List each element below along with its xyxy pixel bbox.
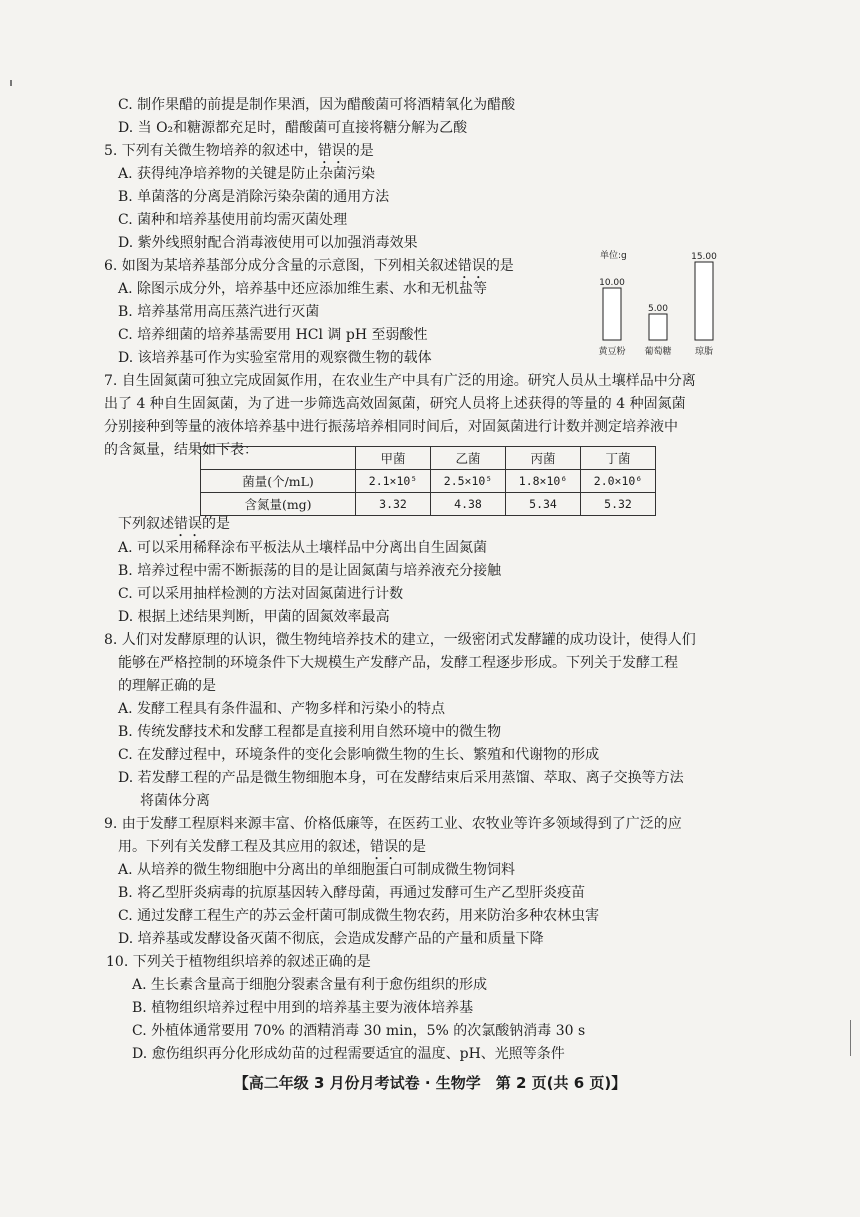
table-header-cell: 甲菌 <box>356 447 431 470</box>
q6-option-c: C. 培养细菌的培养基需要用 HCl 调 pH 至弱酸性 <box>118 327 428 343</box>
table-header-row <box>201 447 656 470</box>
table-cell: 2.1×10⁵ <box>356 470 431 493</box>
q9-option-d: D. 培养基或发酵设备灭菌不彻底，会造成发酵产品的产量和质量下降 <box>118 931 544 947</box>
q6-option-a: A. 除图示成分外，培养基中还应添加维生素、水和无机盐等 <box>118 281 488 297</box>
q5-stem-text: 5. 下列有关微生物培养的叙述中， <box>104 143 318 159</box>
q8-option-d: D. 若发酵工程的产品是微生物细胞本身，可在发酵结束后采用蒸馏、萃取、离子交换等方法 <box>118 770 684 786</box>
table-cell: 5.32 <box>581 493 656 516</box>
q8-option-c: C. 在发酵过程中，环境条件的变化会影响微生物的生长、繁殖和代谢物的形成 <box>118 747 600 763</box>
bar-value-label: 10.00 <box>599 278 625 288</box>
q9-stem-end: 的是 <box>398 839 426 855</box>
table-cell: 4.38 <box>431 493 506 516</box>
table-row-label: 含氮量(mg) <box>201 493 356 516</box>
q7-stem-line-2: 出了 4 种自生固氮菌，为了进一步筛选高效固氮菌，研究人员将上述获得的等量的 4 种固氮菌 <box>104 396 686 412</box>
q7-question-end: 的是 <box>202 516 230 532</box>
bar-value-label: 15.00 <box>691 252 717 262</box>
table-cell: 2.0×10⁶ <box>581 470 656 493</box>
scan-mark <box>10 80 12 86</box>
q6-stem-end: 的是 <box>485 258 514 274</box>
bar-葡萄糖 <box>649 314 667 340</box>
table-row <box>201 493 656 516</box>
category-label: 葡萄糖 <box>644 347 672 357</box>
q9-emphasis: 错误 <box>370 839 398 855</box>
q7-option-c: C. 可以采用抽样检测的方法对固氮菌进行计数 <box>118 586 404 602</box>
q8-option-d-continued: 将菌体分离 <box>140 793 210 809</box>
category-label: 黄豆粉 <box>598 347 626 357</box>
q5-option-a: A. 获得纯净培养物的关键是防止杂菌污染 <box>118 166 376 182</box>
bar-value-label: 5.00 <box>647 304 669 314</box>
q7-question <box>118 514 230 540</box>
q8-option-b: B. 传统发酵技术和发酵工程都是直接利用自然环境中的微生物 <box>118 724 502 740</box>
q10-option-a: A. 生长素含量高于细胞分裂素含量有利于愈伤组织的形成 <box>132 977 488 993</box>
q9-stem-line-1: 9. 由于发酵工程原料来源丰富、价格低廉等，在医药工业、农牧业等许多领域得到了广泛的应 <box>104 816 682 832</box>
category-label: 琼脂 <box>694 347 714 357</box>
q4-option-d: D. 当 O₂和糖源都充足时，醋酸菌可直接将糖分解为乙酸 <box>118 120 468 136</box>
q7-option-b: B. 培养过程中需不断振荡的目的是让固氮菌与培养液充分接触 <box>118 563 502 579</box>
q7-stem-line-1: 7. 自生固氮菌可独立完成固氮作用，在农业生产中具有广泛的用途。研究人员从土壤样品中分离 <box>104 373 696 389</box>
table-header-cell: 丁菌 <box>581 447 656 470</box>
q4-option-c: C. 制作果醋的前提是制作果酒，因为醋酸菌可将酒精氧化为醋酸 <box>118 97 516 113</box>
q8-option-a: A. 发酵工程具有条件温和、产物多样和污染小的特点 <box>118 701 446 717</box>
q5-option-b: B. 单菌落的分离是消除污染杂菌的通用方法 <box>118 189 390 205</box>
table-cell: 1.8×10⁶ <box>506 470 581 493</box>
table-cell: 3.32 <box>356 493 431 516</box>
bar-琼脂 <box>695 262 713 340</box>
page-footer: 【高二年级 3 月份月考试卷 · 生物学 第 2 页(共 6 页)】 <box>233 1074 627 1092</box>
q6-option-d: D. 该培养基可作为实验室常用的观察微生物的载体 <box>118 350 432 366</box>
q7-emphasis: 错误 <box>174 516 202 532</box>
q6-option-b: B. 培养基常用高压蒸汽进行灭菌 <box>118 304 320 320</box>
q9-option-a: A. 从培养的微生物细胞中分离出的单细胞蛋白可制成微生物饲料 <box>118 862 516 878</box>
q8-stem-line-1: 8. 人们对发酵原理的认识，微生物纯培养技术的建立，一级密闭式发酵罐的成功设计，使得人们 <box>104 632 696 648</box>
q7-question-text: 下列叙述 <box>118 516 174 532</box>
q10-option-c: C. 外植体通常要用 70% 的酒精消毒 30 min，5% 的次氯酸钠消毒 30 s <box>132 1023 586 1039</box>
table-row-label: 菌量(个/mL) <box>201 470 356 493</box>
table-header-cell <box>201 447 356 470</box>
scan-mark <box>850 1020 851 1056</box>
q5-stem-end: 的是 <box>345 143 374 159</box>
q7-option-a: A. 可以采用稀释涂布平板法从土壤样品中分离出自生固氮菌 <box>118 540 488 556</box>
q5-option-d: D. 紫外线照射配合消毒液使用可以加强消毒效果 <box>118 235 418 251</box>
bar-黄豆粉 <box>603 288 621 340</box>
q8-stem-line-3: 的理解正确的是 <box>118 678 216 694</box>
table-header-cell: 乙菌 <box>431 447 506 470</box>
table-cell: 2.5×10⁵ <box>431 470 506 493</box>
q5-option-c: C. 菌种和培养基使用前均需灭菌处理 <box>118 212 348 228</box>
table-row <box>201 470 656 493</box>
q7-stem-line-3: 分别接种到等量的液体培养基中进行振荡培养相同时间后，对固氮菌进行计数并测定培养液中 <box>104 419 678 435</box>
q10-stem: 10. 下列关于植物组织培养的叙述正确的是 <box>106 954 371 970</box>
q5-emphasis: 错误 <box>317 143 346 159</box>
q6-emphasis: 错误 <box>457 258 486 274</box>
q6-stem-text: 6. 如图为某培养基部分成分含量的示意图，下列相关叙述 <box>104 258 458 274</box>
q9-option-b: B. 将乙型肝炎病毒的抗原基因转入酵母菌，再通过发酵可生产乙型肝炎疫苗 <box>118 885 586 901</box>
q7-option-d: D. 根据上述结果判断，甲菌的固氮效率最高 <box>118 609 390 625</box>
ingredient-bar-chart <box>590 244 740 364</box>
q8-stem-line-2: 能够在严格控制的环境条件下大规模生产发酵产品，发酵工程逐步形成。下列关于发酵工程 <box>118 655 678 671</box>
table-cell: 5.34 <box>506 493 581 516</box>
q10-option-b: B. 植物组织培养过程中用到的培养基主要为液体培养基 <box>132 1000 474 1016</box>
q9-stem-text: 用。下列有关发酵工程及其应用的叙述， <box>118 839 370 855</box>
chart-unit-label: 单位:g <box>600 251 627 261</box>
q7-stem-line-4: 的含氮量，结果如下表： <box>104 442 258 458</box>
q7-results-table <box>200 446 656 516</box>
q9-option-c: C. 通过发酵工程生产的苏云金杆菌可制成微生物农药，用来防治多种农林虫害 <box>118 908 600 924</box>
table-header-cell: 丙菌 <box>506 447 581 470</box>
q10-option-d: D. 愈伤组织再分化形成幼苗的过程需要适宜的温度、pH、光照等条件 <box>132 1046 565 1062</box>
